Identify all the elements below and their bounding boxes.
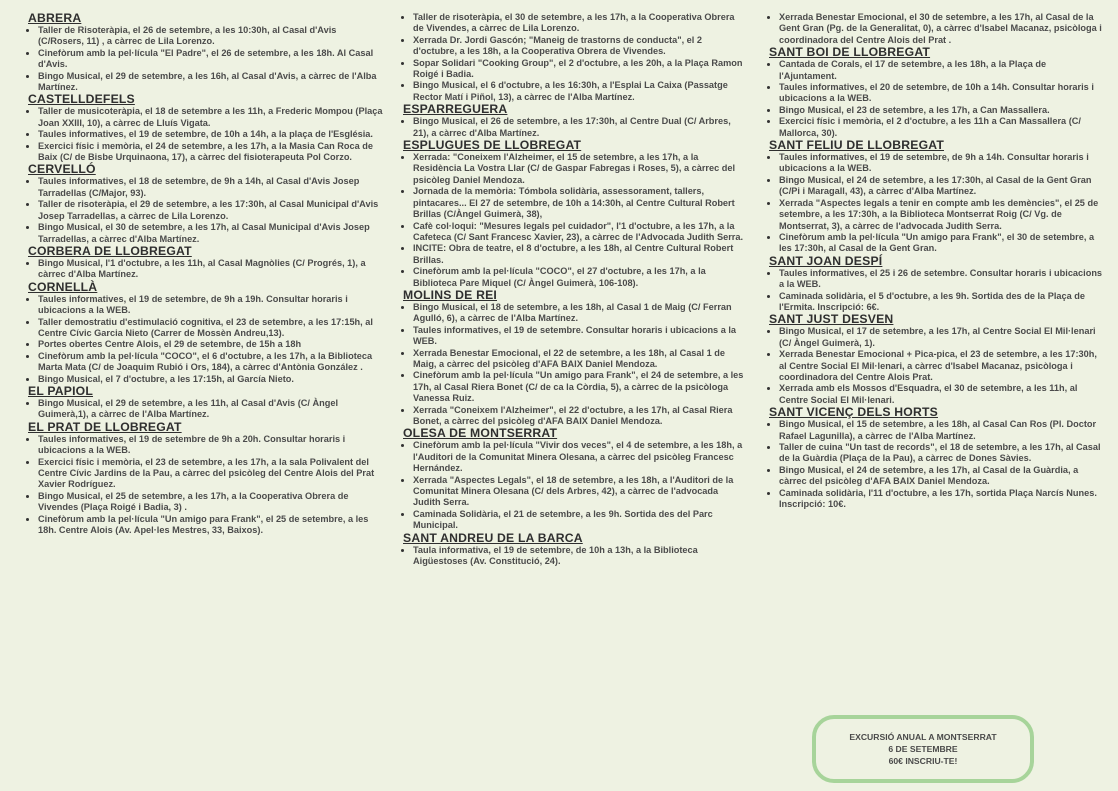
event-item: • Cinefòrum amb la pel·lícula "COCO", el 6 d'octubre, a les 17h, a la Biblioteca Marta Mata (C/ de Joaquim Rubió i Ors, 184), a càrrec d'Antònia González . <box>38 351 384 374</box>
event-item: • Taules informatives, el 19 de setembre, de 9h a 14h. Consultar horaris i ubicacions a la WEB. <box>779 152 1103 175</box>
section-sant-joan-despi <box>763 255 1103 314</box>
event-item: • Cinefòrum amb la pel·lícula "Un amigo para Frank", el 24 de setembre, a les 17h, al Casal Riera Bonet (C/ de ca la Còrdia, 5), a càrrec de la psicòloga Vanessa Ruiz. <box>413 370 745 404</box>
event-item: • Bingo Musical, el 26 de setembre, a les 17:30h, al Centre Dual (C/ Arbres, 21), a càrrec d'Alba Martínez. <box>413 116 745 139</box>
event-item: • Taller demostratiu d'estimulació cognitiva, el 23 de setembre, a les 17:15h, al Centre Cívic Garcia Nieto (Carrer de Mossèn Andreu,13). <box>38 317 384 340</box>
event-item: • Bingo Musical, el 7 d'octubre, a les 17:15h, al García Nieto. <box>38 374 384 385</box>
event-item: • Xerrada "Coneixem l'Alzheimer", el 22 d'octubre, a les 17h, al Casal Riera Bonet, a càrrec del psicòleg d'AFA BAIX Daniel Mendoza. <box>413 405 745 428</box>
event-item: • Bingo Musical, el 30 de setembre, a les 17h, al Casal Municipal d'Avis Josep Tarradellas, a càrrec d'Alba Martínez. <box>38 222 384 245</box>
section-title: SANT FELIU DE LLOBREGAT <box>769 138 944 153</box>
section-cornella <box>22 281 384 385</box>
event-item: • Xerrada "Aspectes Legals", el 18 de setembre, a les 18h, a l'Auditori de la Comunitat Minera Olesana (C/ dels Arbres, 42), a càrrec de l'advocada Judith Serra. <box>413 475 745 509</box>
event-item: • Sopar Solidari "Cooking Group", el 2 d'octubre, a les 20h, a la Plaça Ramon Roigé i Badia. <box>413 58 745 81</box>
event-item: • Cinefòrum amb la pel·lícula "Un amigo para Frank", el 30 de setembre, a les 17:30h, al Casal de la Gent Gran. <box>779 232 1103 255</box>
section-el-papiol <box>22 385 384 421</box>
section-title: MOLINS DE REI <box>403 287 498 302</box>
section-title: SANT VICENÇ DELS HORTS <box>769 405 938 420</box>
section-title: SANT JUST DESVEN <box>769 312 894 327</box>
section-title: ABRERA <box>28 11 82 25</box>
event-item: • Exercici físic i memòria, el 24 de setembre, a les 17h, a la Masia Can Roca de Baix (C/ de Bisbe Urquinaona, 17), a càrrec del fisioterapeuta Pol Corzo. <box>38 141 384 164</box>
event-item: • Bingo Musical, el 15 de setembre, a les 18h, al Casal Can Ros (Pl. Doctor Rafael Lagunilla), a càrrec de l'Alba Martínez. <box>779 419 1103 442</box>
event-item: • Bingo Musical, el 29 de setembre, a les 11h, al Casal d'Avis (C/ Àngel Guimerà,1), a càrrec de l'Alba Martínez. <box>38 398 384 421</box>
event-list <box>22 398 384 421</box>
event-list <box>397 302 745 427</box>
event-item: • Cinefòrum amb la pel·lícula "El Padre", el 26 de setembre, a les 18h. Al Casal d'Avis. <box>38 48 384 71</box>
event-item: • Jornada de la memòria: Tómbola solidària, assessorament, tallers, pintacares... El 27 de setembre, de 10h a 14:30h, al Centre Cultural Robert Brillas (C/Àngel Guimerà, 38), <box>413 186 745 220</box>
event-list <box>22 25 384 93</box>
event-item: • Taller de risoteràpia, el 29 de setembre, a les 17:30h, al Casal Municipal d'Avis Josep Tarradellas, a càrrec de Lila Lorenzo. <box>38 199 384 222</box>
event-item: • Xerrada "Aspectes legals a tenir en compte amb les demències", el 25 de setembre, a les 17:30h, a la Biblioteca Montserrat Roig (C/ Vg. de Montserrat, 3), a càrrec de l'advocada Judith Serra. <box>779 198 1103 232</box>
excursion-callout <box>812 715 1034 783</box>
event-item: • Bingo Musical, el 17 de setembre, a les 17h, al Centre Social El Mil·lenari (C/ Àngel Guimerà, 1). <box>779 326 1103 349</box>
event-item: • Caminada Solidària, el 21 de setembre, a les 9h. Sortida des del Parc Municipal. <box>413 509 745 532</box>
event-item: • Cantada de Corals, el 17 de setembre, a les 18h, a la Plaça de l'Ajuntament. <box>779 59 1103 82</box>
section-castelldefels <box>22 93 384 163</box>
event-list <box>763 419 1103 510</box>
event-item: • Xerrada Dr. Jordi Gascón; "Maneig de trastorns de conducta", el 2 d'octubre, a les 18h, a la Cooperativa Obrera de Vivendes. <box>413 35 745 58</box>
section-sant-just-desven <box>763 313 1103 406</box>
event-list <box>763 12 1103 46</box>
event-item: • Xerrada: "Coneixem l'Alzheimer, el 15 de setembre, a les 17h, a la Residència La Vostra Llar (C/ de Gaspar Fabregas i Roses, 5), a càrrec del psicòleg Daniel Mendoza. <box>413 152 745 186</box>
section-title: CORNELLÀ <box>28 279 98 294</box>
event-item: • Taules informatives, el 25 i 26 de setembre. Consultar horaris i ubicacions a la WEB. <box>779 268 1103 291</box>
event-item: • Taula informativa, el 19 de setembre, de 10h a 13h, a la Biblioteca Aigüestoses (Av. Constitució, 24). <box>413 545 745 568</box>
event-item: • Cafè col·loqui: "Mesures legals pel cuidador", l'1 d'octubre, a les 17h, a la Cafeteca (C/ Sant Francesc Xavier, 23), a càrrec de l'Advocada Judith Serra. <box>413 221 745 244</box>
section-title: ESPLUGUES DE LLOBREGAT <box>403 138 582 153</box>
section-title: OLESA DE MONTSERRAT <box>403 426 558 441</box>
section-title: CERVELLÓ <box>28 162 96 177</box>
event-item: • Taules informatives, el 19 de setembre. Consultar horaris i ubicacions a la WEB. <box>413 325 745 348</box>
event-list <box>763 152 1103 255</box>
event-item: • Bingo Musical, el 24 de setembre, a les 17:30h, al Casal de la Gent Gran (C/Pi i Maragall, 43), a càrrec d'Alba Martínez. <box>779 175 1103 198</box>
event-item: • Xerrada amb els Mossos d'Esquadra, el 30 de setembre, a les 11h, al Centre Social El Mil·lenari. <box>779 383 1103 406</box>
event-item: • Caminada solidària, el 5 d'octubre, a les 9h. Sortida des de la Plaça de l'Ermita. Inscripció: 6€. <box>779 291 1103 314</box>
event-item: • Taules informatives, el 19 de setembre de 9h a 20h. Consultar horaris i ubicacions a la WEB. <box>38 434 384 457</box>
event-item: • Xerrada Benestar Emocional + Pica-pica, el 23 de setembre, a les 17:30h, al Centre Social El Mil·lenari, a càrrec d'Isabel Macanaz, psicòloga i coordinadora del Centre Alois Prat. <box>779 349 1103 383</box>
event-list <box>397 12 745 103</box>
event-item: • Xerrada Benestar Emocional, el 22 de setembre, a les 18h, al Casal 1 de Maig, a càrrec del psicòleg d'AFA BAIX Daniel Mendoza. <box>413 348 745 371</box>
section-title: SANT BOI DE LLOBREGAT <box>769 45 931 60</box>
column-1 <box>22 12 384 536</box>
section-olesa-de-montserrat <box>397 427 745 531</box>
event-item: • Bingo Musical, el 25 de setembre, a les 17h, a la Cooperativa Obrera de Vivendes (Plaça Roigé i Badia, 3) . <box>38 491 384 514</box>
section-title: EL PAPIOL <box>28 383 94 398</box>
event-item: • Bingo Musical, el 23 de setembre, a les 17h, a Can Massallera. <box>779 105 1103 116</box>
event-item: • Portes obertes Centre Alois, el 29 de setembre, de 15h a 18h <box>38 339 384 350</box>
event-list <box>763 326 1103 406</box>
event-item: • Bingo Musical, el 6 d'octubre, a les 16:30h, a l'Esplai La Caixa (Passatge Rector Matí i Piñol, 13), a càrrec de l'Alba Martínez. <box>413 80 745 103</box>
callout-title: EXCURSIÓ ANUAL A MONTSERRAT <box>849 732 997 742</box>
event-item: • Cinefòrum amb la pel·lícula "Vivir dos veces", el 4 de setembre, a les 18h, a l'Auditori de la Comunitat Minera Olesana, a càrrec del psicòleg Francesc Hernández. <box>413 440 745 474</box>
section-title: ESPARREGUERA <box>403 102 508 117</box>
event-list <box>22 434 384 537</box>
event-list <box>397 440 745 531</box>
event-item: • Bingo Musical, el 18 de setembre, a les 18h, al Casal 1 de Maig (C/ Ferran Agulló, 6), a càrrec de l'Alba Martínez. <box>413 302 745 325</box>
column-2 <box>397 12 745 567</box>
section-esparreguera <box>397 103 745 139</box>
event-item: • Bingo Musical, l'1 d'octubre, a les 11h, al Casal Magnòlies (C/ Progrés, 1), a càrrec d'Alba Martínez. <box>38 258 384 281</box>
section-el-prat-de-llobregat <box>22 421 384 537</box>
section-molins-de-rei <box>397 289 745 427</box>
event-list <box>22 294 384 385</box>
event-item: • Taller de risoteràpia, el 30 de setembre, a les 17h, a la Cooperativa Obrera de Vivendes, a càrrec de Lila Lorenzo. <box>413 12 745 35</box>
event-item: • Taules informatives, el 19 de setembre, de 10h a 14h, a la plaça de l'Església. <box>38 129 384 140</box>
event-item: • Taules informatives, el 18 de setembre, de 9h a 14h, al Casal d'Avis Josep Tarradellas (C/Major, 93). <box>38 176 384 199</box>
event-item: • Cinefòrum amb la pel·lícula "Un amigo para Frank", el 25 de setembre, a les 18h. Centre Alois (Av. Apel·les Mestres, 33, Baixos). <box>38 514 384 537</box>
event-item: • Taules informatives, el 20 de setembre, de 10h a 14h. Consultar horaris i ubicacions a la WEB. <box>779 82 1103 105</box>
section-sant-feliu-de-llobregat <box>763 139 1103 255</box>
event-list <box>22 258 384 281</box>
event-item: • Taules informatives, el 19 de setembre, de 9h a 19h. Consultar horaris i ubicacions a la WEB. <box>38 294 384 317</box>
event-item: • Exercici físic i memòria, el 2 d'octubre, a les 11h a Can Massallera (C/ Mallorca, 30). <box>779 116 1103 139</box>
event-item: • Xerrada Benestar Emocional, el 30 de setembre, a les 17h, al Casal de la Gent Gran (Pg. de la Generalitat, 0), a càrrec d'Isabel Macanaz, psicòloga i coordinadora del Centre Alois del Prat . <box>779 12 1103 46</box>
section-corbera-de-llobregat <box>22 245 384 281</box>
section-esplugues-de-llobregat <box>397 139 745 289</box>
section-continued-2 <box>397 12 745 103</box>
section-continued-3 <box>763 12 1103 46</box>
event-item: • Exercici físic i memòria, el 23 de setembre, a les 17h, a la sala Polivalent del Centre Cívic Jardins de la Pau, a càrrec del psicòleg del Centre Alois del Prat Xavier Rodríguez. <box>38 457 384 491</box>
section-title: SANT JOAN DESPÍ <box>769 253 883 268</box>
event-item: • Bingo Musical, el 29 de setembre, a les 16h, al Casal d'Avis, a càrrec de l'Alba Martínez. <box>38 71 384 94</box>
event-item: • Taller de musicoteràpia, el 18 de setembre a les 11h, a Frederic Mompou (Plaça Joan XXIII, 10), a càrrec de Lluís Vigata. <box>38 106 384 129</box>
event-item: • Caminada solidària, l'11 d'octubre, a les 17h, sortida Plaça Narcís Nunes. Inscripció: 10€. <box>779 488 1103 511</box>
section-sant-vicenc-dels-horts <box>763 406 1103 510</box>
section-title: EL PRAT DE LLOBREGAT <box>28 419 182 434</box>
event-list <box>763 268 1103 314</box>
column-3 <box>763 12 1103 510</box>
section-title: CASTELLDEFELS <box>28 92 135 107</box>
event-list <box>397 152 745 289</box>
event-list <box>397 545 745 568</box>
section-abrera <box>22 12 384 93</box>
event-item: • Taller de Risoteràpia, el 26 de setembre, a les 10:30h, al Casal d'Avis (C/Rosers, 11) , a càrrec de Lila Lorenzo. <box>38 25 384 48</box>
section-title: CORBERA DE LLOBREGAT <box>28 243 192 258</box>
event-list <box>22 106 384 163</box>
event-item: • INCITE: Obra de teatre, el 8 d'octubre, a les 18h, al Centre Cultural Robert Brillas. <box>413 243 745 266</box>
event-list <box>397 116 745 139</box>
event-item: • Cinefòrum amb la pel·lícula "COCO", el 27 d'octubre, a les 17h, a la Biblioteca Pare Miquel (C/ Àngel Guimerà, 106-108). <box>413 266 745 289</box>
event-list <box>22 176 384 244</box>
callout-date: 6 DE SETEMBRE <box>888 744 958 754</box>
section-cervello <box>22 163 384 244</box>
section-sant-andreu-de-la-barca <box>397 532 745 568</box>
section-sant-boi-de-llobregat <box>763 46 1103 139</box>
event-item: • Bingo Musical, el 24 de setembre, a les 17h, al Casal de la Guàrdia, a càrrec del psicòleg d'AFA BAIX Daniel Mendoza. <box>779 465 1103 488</box>
callout-price: 60€ INSCRIU-TE! <box>888 756 958 766</box>
event-item: • Taller de cuina "Un tast de records", el 18 de setembre, a les 17h, al Casal de la Guàrdia (Plaça de la Pau), a càrrec de Dones Sàvies. <box>779 442 1103 465</box>
section-title: SANT ANDREU DE LA BARCA <box>403 530 583 545</box>
event-list <box>763 59 1103 139</box>
